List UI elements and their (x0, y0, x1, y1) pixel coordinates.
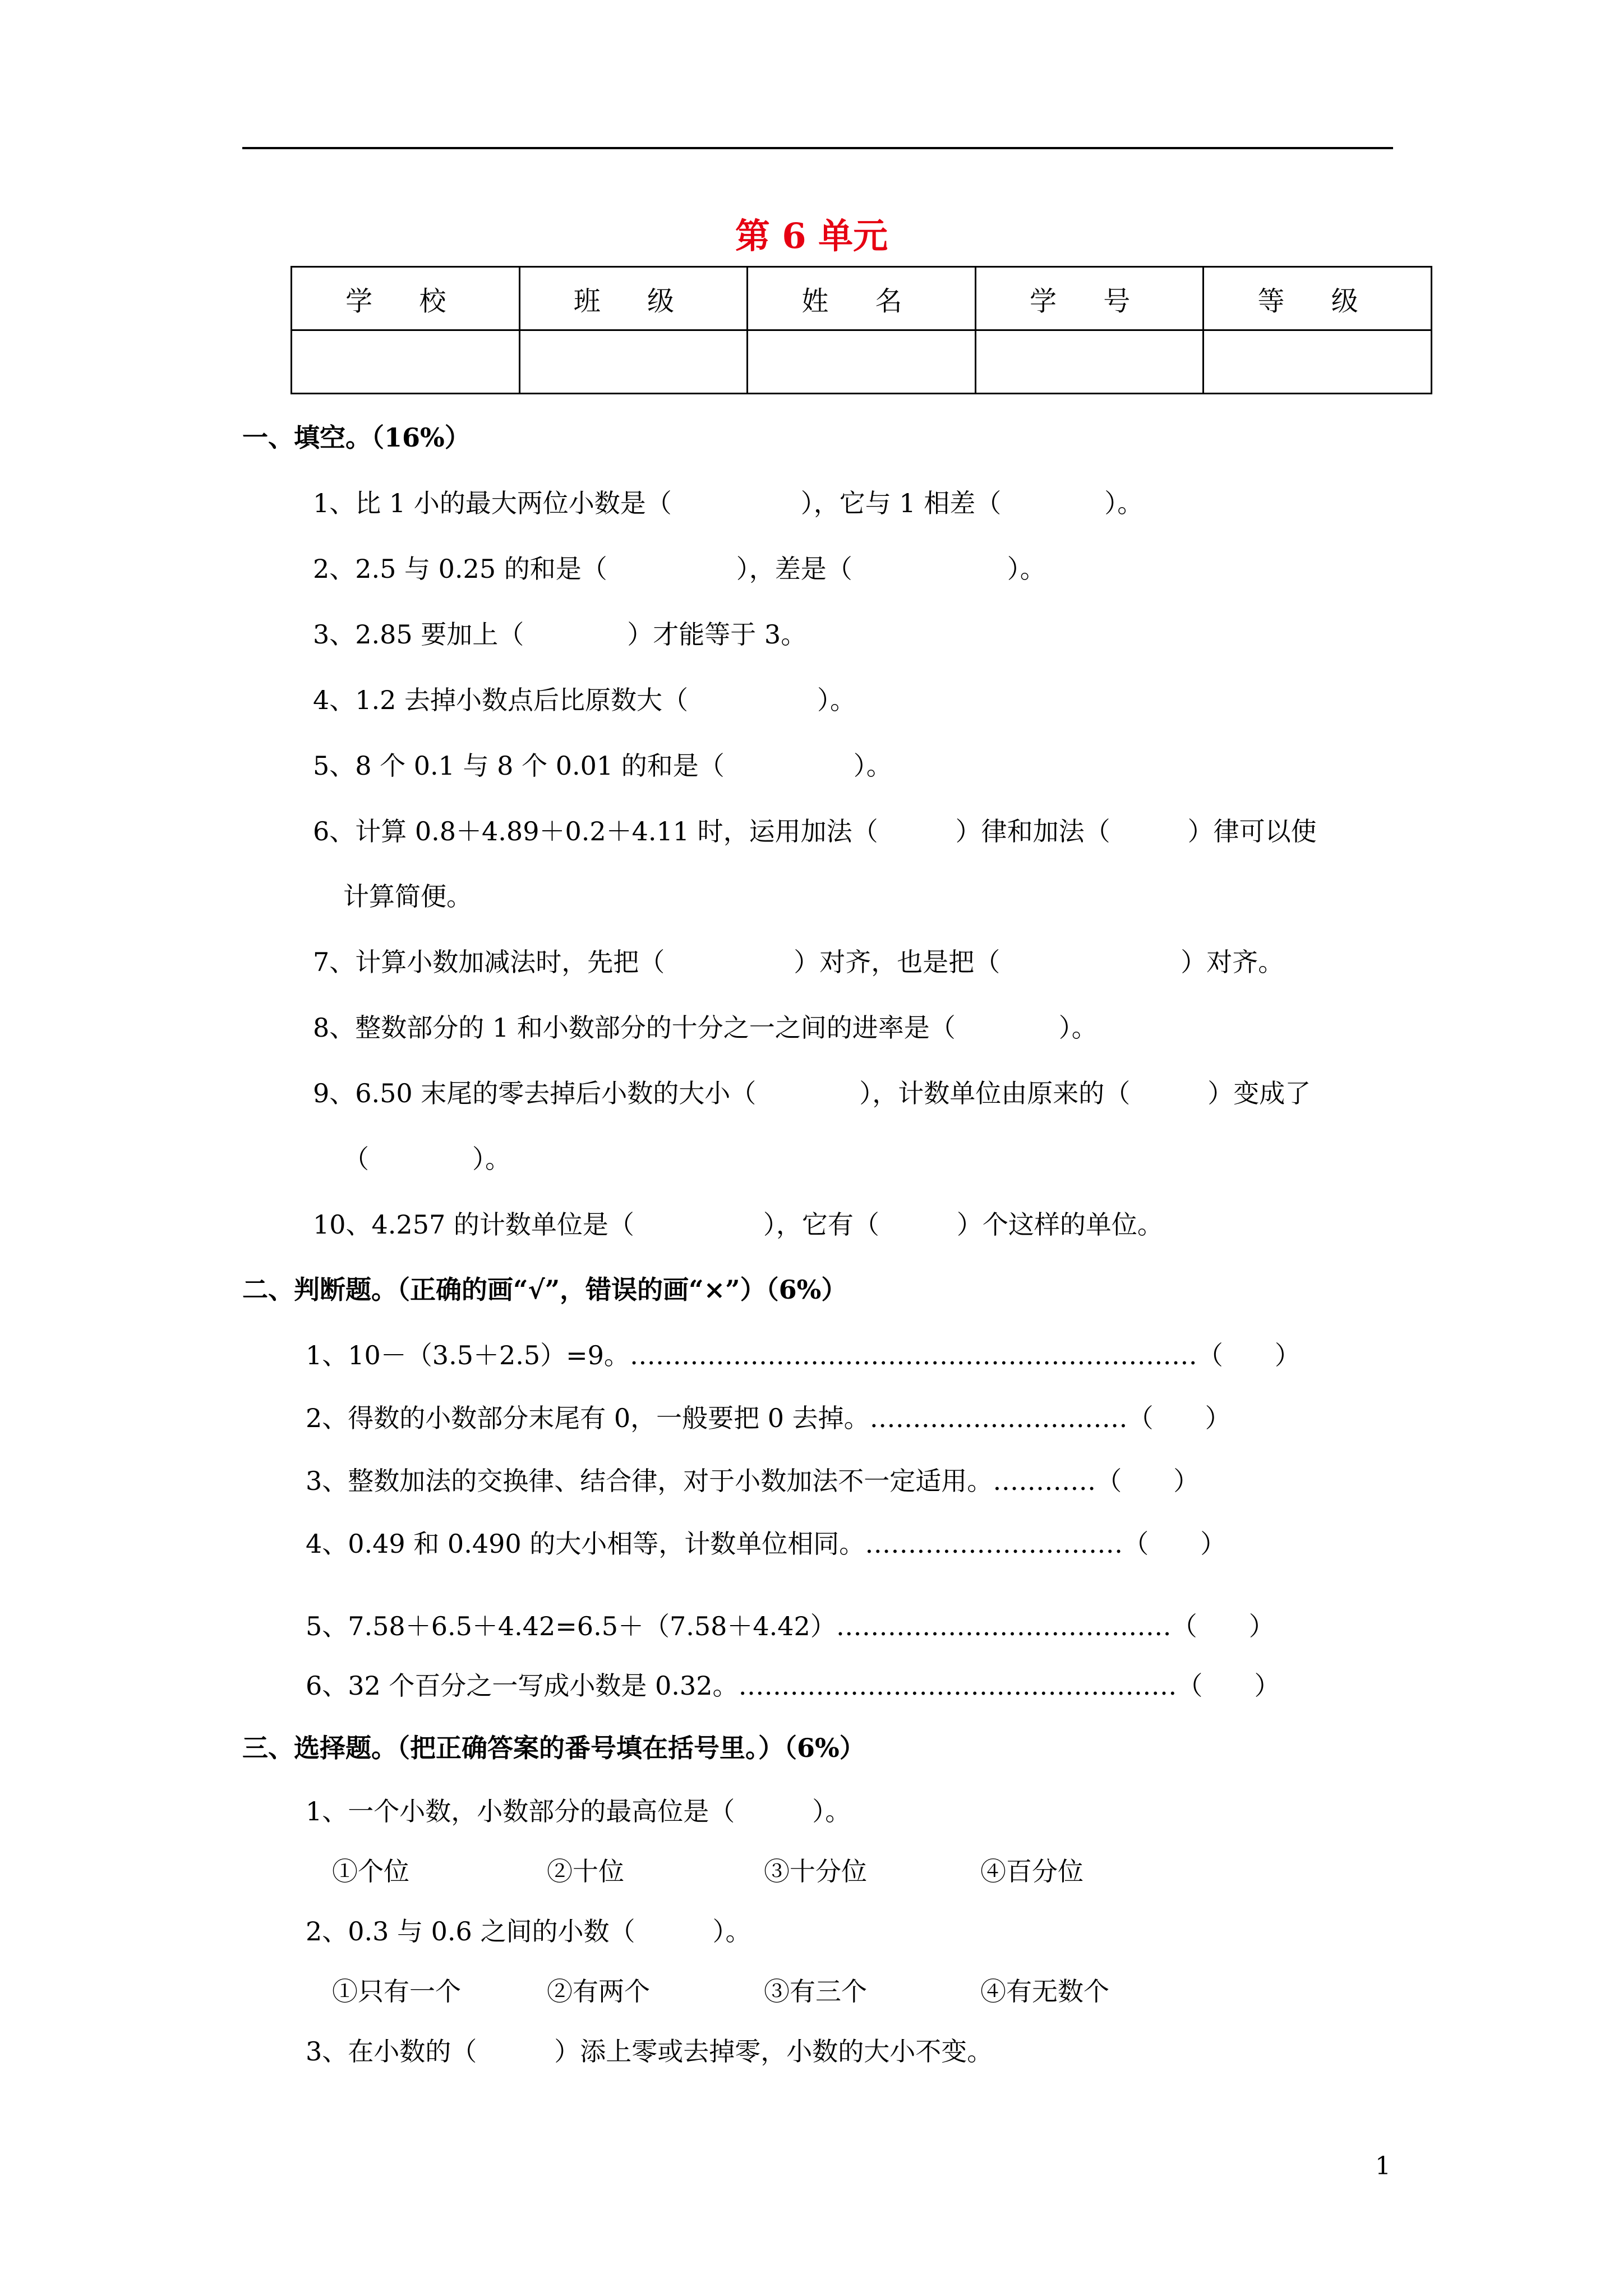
choice-question-1: 1、一个小数，小数部分的最高位是（ ）。 (306, 1796, 851, 1826)
fill-question-10: 10、4.257 的计数单位是（ ），它有（ ）个这样的单位。 (313, 1209, 1163, 1240)
info-header-name: 姓 名 (748, 267, 976, 330)
fill-question-3: 3、2.85 要加上（ ）才能等于 3。 (313, 619, 807, 650)
info-cell-name[interactable] (748, 330, 976, 394)
fill-question-9-continued: （ ）。 (343, 1144, 511, 1174)
info-table-header-row (292, 267, 1432, 330)
fill-question-6-continued: 计算简便。 (343, 881, 472, 912)
choice-q1-option-1: ①个位 (332, 1856, 409, 1887)
section3-heading: 三、选择题。（把正确答案的番号填在括号里。）（6%） (242, 1733, 865, 1763)
info-table-entry-row (292, 330, 1432, 394)
page-number: 1 (1375, 2152, 1391, 2180)
page-title: 第 6 单元 (735, 215, 888, 256)
choice-question-2: 2、0.3 与 0.6 之间的小数（ ）。 (306, 1916, 751, 1947)
fill-question-7: 7、计算小数加减法时，先把（ ）对齐，也是把（ ）对齐。 (313, 947, 1284, 977)
info-cell-student-id[interactable] (975, 330, 1204, 394)
info-header-school: 学 校 (292, 267, 520, 330)
section2-heading: 二、判断题。（正确的画“√”，错误的画“×”）（6%） (242, 1274, 847, 1305)
fill-question-8: 8、整数部分的 1 和小数部分的十分之一之间的进率是（ ）。 (313, 1013, 1098, 1043)
choice-q2-option-3: ③有三个 (764, 1976, 867, 2007)
info-header-student-id: 学 号 (975, 267, 1204, 330)
judge-question-3: 3、整数加法的交换律、结合律，对于小数加法不一定适用。…………（ ） (306, 1466, 1200, 1496)
choice-q2-option-1: ①只有一个 (332, 1976, 461, 2007)
info-cell-class[interactable] (519, 330, 748, 394)
info-header-grade: 等 级 (1204, 267, 1432, 330)
info-cell-school[interactable] (292, 330, 520, 394)
fill-question-2: 2、2.5 与 0.25 的和是（ ），差是（ ）。 (313, 554, 1046, 584)
choice-question-3: 3、在小数的（ ）添上零或去掉零，小数的大小不变。 (306, 2036, 993, 2067)
judge-question-6: 6、32 个百分之一写成小数是 0.32。……………………………………………（ ） (306, 1671, 1280, 1701)
info-cell-grade[interactable] (1204, 330, 1432, 394)
fill-question-1: 1、比 1 小的最大两位小数是（ ），它与 1 相差（ ）。 (313, 488, 1144, 518)
choice-q1-option-2: ②十位 (547, 1856, 624, 1887)
choice-q2-option-2: ②有两个 (547, 1976, 650, 2007)
judge-question-2: 2、得数的小数部分末尾有 0，一般要把 0 去掉。…………………………（ ） (306, 1403, 1231, 1433)
choice-q1-option-4: ④百分位 (980, 1856, 1083, 1887)
fill-question-4: 4、1.2 去掉小数点后比原数大（ ）。 (313, 685, 856, 715)
section1-heading: 一、填空。（16%） (242, 422, 471, 453)
judge-question-4: 4、0.49 和 0.490 的大小相等，计数单位相同。…………………………（ ） (306, 1529, 1227, 1559)
header-rule (242, 147, 1393, 149)
fill-question-6: 6、计算 0.8＋4.89＋0.2＋4.11 时，运用加法（ ）律和加法（ ）律可以使 (313, 816, 1317, 846)
choice-q1-option-3: ③十分位 (764, 1856, 867, 1887)
student-info-table (291, 266, 1432, 394)
fill-question-9: 9、6.50 末尾的零去掉后小数的大小（ ），计数单位由原来的（ ）变成了 (313, 1078, 1311, 1108)
info-header-class: 班 级 (519, 267, 748, 330)
choice-q2-option-4: ④有无数个 (980, 1976, 1109, 2007)
judge-question-1: 1、10－（3.5＋2.5）=9。…………………………………………………………（ ） (306, 1340, 1301, 1370)
fill-question-5: 5、8 个 0.1 与 8 个 0.01 的和是（ ）。 (313, 751, 892, 781)
judge-question-5: 5、7.58＋6.5＋4.42=6.5＋（7.58＋4.42）…………………………………（ ） (306, 1611, 1275, 1641)
